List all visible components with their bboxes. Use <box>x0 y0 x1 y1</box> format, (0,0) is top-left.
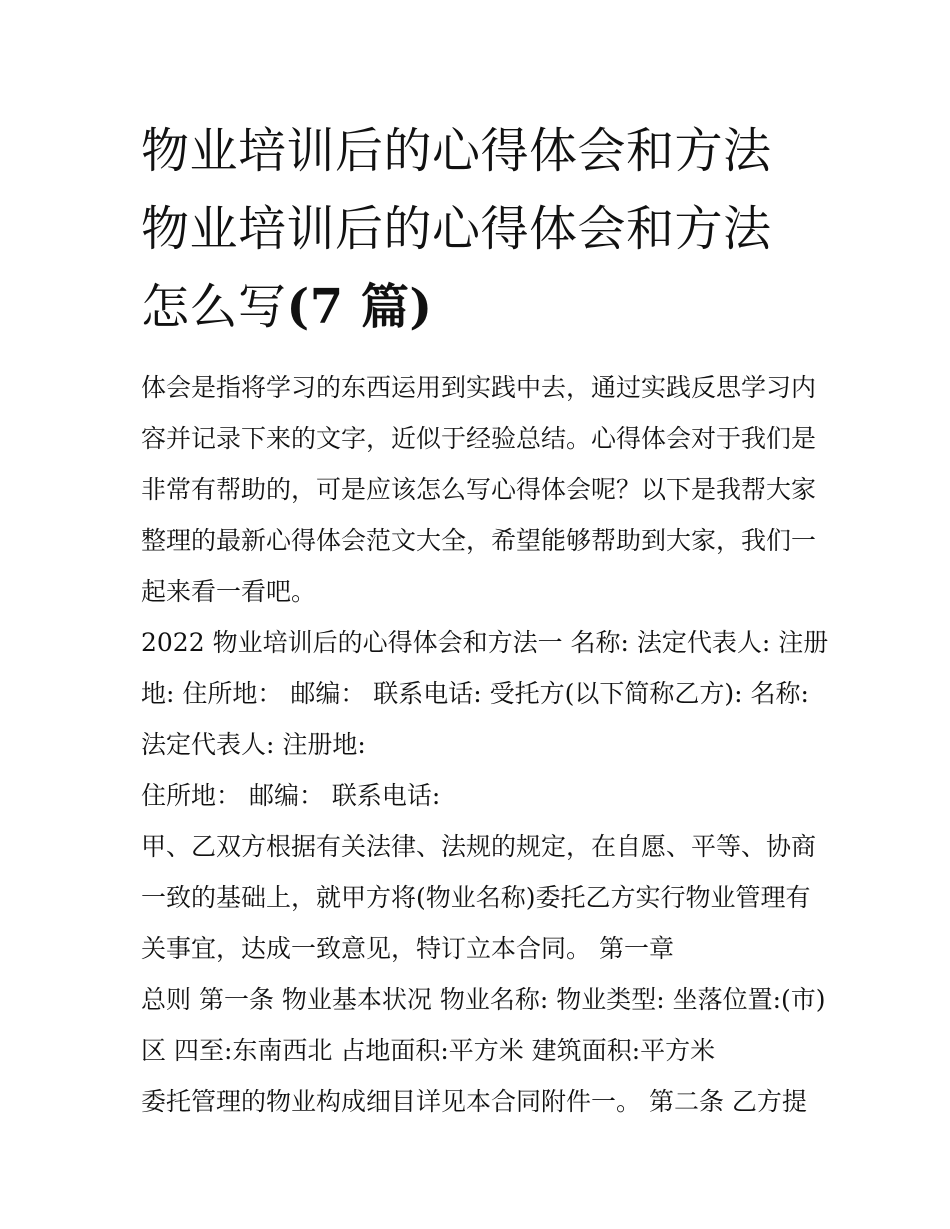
title-line-last <box>141 268 821 346</box>
document-page <box>141 112 829 1127</box>
text-line: 委托管理的物业构成细目详见本合同附件一。 第二条 乙方提 <box>141 1087 807 1116</box>
paragraph-address <box>141 770 821 821</box>
text-line: 体会是指将学习的东西运用到实践中去，通过实践反思学习内 <box>141 373 817 402</box>
text-line: 区 四至:东南西北 占地面积:平方米 建筑面积:平方米 <box>141 1036 716 1065</box>
text-line: 非常有帮助的，可是应该怎么写心得体会呢？以下是我帮大家 <box>141 475 817 504</box>
paragraph-parties <box>141 617 829 770</box>
title-prefix: 怎么写 <box>141 279 287 335</box>
title-line: 物业培训后的心得体会和方法 <box>141 123 772 179</box>
text-line: 一致的基础上，就甲方将(物业名称)委托乙方实行物业管理有 <box>141 883 811 912</box>
document-body <box>141 362 829 1127</box>
text-line: 总则 第一条 物业基本状况 物业名称: 物业类型: 坐落位置:(市) <box>141 985 826 1014</box>
paragraph-details <box>141 1076 821 1127</box>
text-line: 法定代表人: 注册地: <box>141 730 366 759</box>
paragraph-general-provisions <box>141 974 826 1076</box>
paragraph-intro <box>141 362 821 617</box>
text-line: 起来看一看吧。 <box>141 577 317 606</box>
text-line: 住所地： 邮编： 联系电话: <box>141 781 441 810</box>
text-line: 容并记录下来的文字，近似于经验总结。心得体会对于我们是 <box>141 424 817 453</box>
text-line: 整理的最新心得体会范文大全，希望能够帮助到大家，我们一 <box>141 526 817 555</box>
text-line: 甲、乙双方根据有关法律、法规的规定，在自愿、平等、协商 <box>141 832 817 861</box>
text-line: 地: 住所地： 邮编： 联系电话: 受托方(以下简称乙方): 名称: <box>141 679 809 708</box>
title-count: (7 篇) <box>286 279 433 335</box>
title-line: 物业培训后的心得体会和方法 <box>141 201 772 257</box>
text-line: 2022 物业培训后的心得体会和方法一 名称: 法定代表人: 注册 <box>141 628 829 657</box>
document-title <box>141 112 821 346</box>
paragraph-agreement <box>141 821 821 974</box>
text-line: 关事宜，达成一致意见，特订立本合同。 第一章 <box>141 934 674 963</box>
